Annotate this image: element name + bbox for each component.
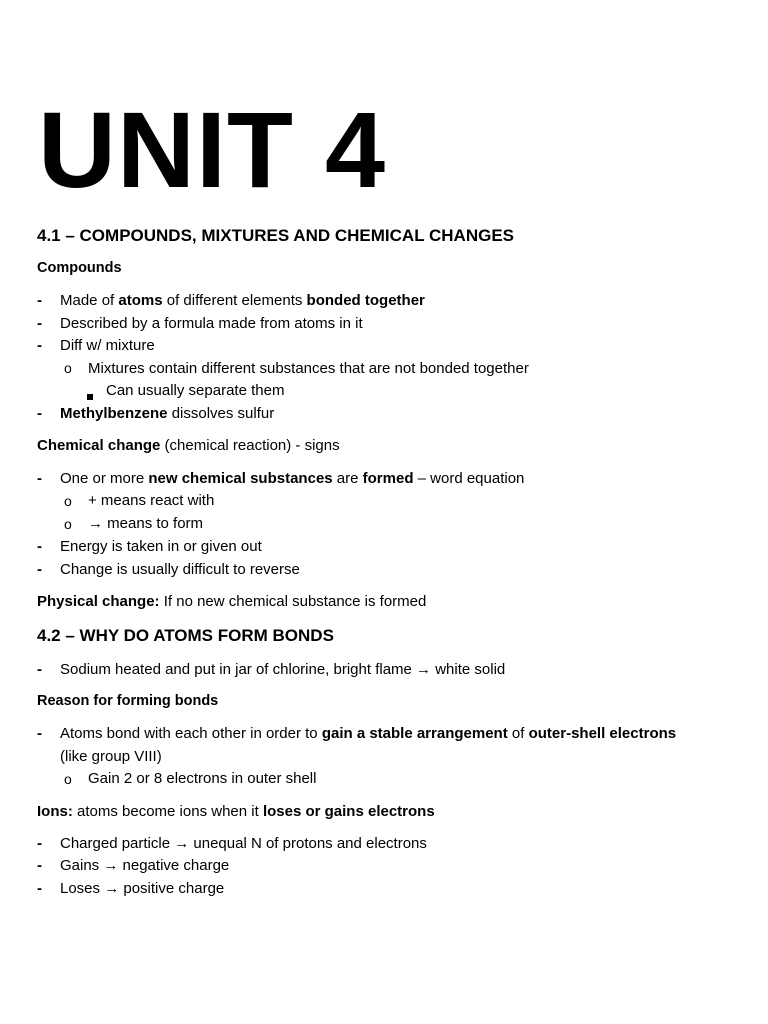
dash-marker: - [37, 725, 42, 742]
section-heading-4-1: 4.1 – COMPOUNDS, MIXTURES AND CHEMICAL CHANGES [37, 226, 514, 245]
physical-change-line: Physical change: If no new chemical substance is formed [37, 593, 427, 610]
list-item: Made of atoms of different elements bonded together [60, 292, 425, 309]
dash-marker: - [37, 470, 42, 487]
list-item: Mixtures contain different substances that are not bonded together [88, 360, 529, 377]
dash-marker: - [37, 661, 42, 678]
list-item: Atoms bond with each other in order to gain a stable arrangement of outer-shell electrons [60, 725, 677, 742]
list-item: + means react with [88, 492, 215, 509]
dash-marker: - [37, 315, 42, 332]
list-item: Gains → negative charge [60, 857, 230, 874]
dash-marker: - [37, 561, 42, 578]
list-item: Diff w/ mixture [60, 337, 155, 354]
dash-marker: - [37, 857, 42, 874]
list-item: One or more new chemical substances are formed – word equation [60, 470, 525, 487]
arrow-icon: → [174, 835, 190, 852]
section-heading-4-2: 4.2 – WHY DO ATOMS FORM BONDS [37, 626, 334, 645]
dash-marker: - [37, 292, 42, 309]
dash-marker: - [37, 538, 42, 555]
unit-title: UNIT 4 [38, 89, 387, 210]
list-item: → means to form [88, 515, 204, 532]
dash-marker: - [37, 405, 42, 422]
arrow-icon: → [88, 515, 103, 532]
list-item: Sodium heated and put in jar of chlorine, bright flame → white solid [60, 661, 506, 678]
list-item: Can usually separate them [106, 382, 285, 399]
list-item: Energy is taken in or given out [60, 538, 262, 555]
list-item: Change is usually difficult to reverse [60, 561, 300, 578]
arrow-icon: → [103, 857, 119, 874]
circle-bullet: o [64, 493, 72, 509]
list-item: Methylbenzene dissolves sulfur [60, 405, 275, 422]
chemical-change-line: Chemical change (chemical reaction) - signs [37, 437, 340, 454]
arrow-icon: → [416, 661, 432, 678]
subheading-compounds: Compounds [37, 260, 122, 276]
list-item: Charged particle → unequal N of protons and electrons [60, 835, 427, 852]
dash-marker: - [37, 880, 42, 897]
dash-marker: - [37, 337, 42, 354]
circle-bullet: o [64, 771, 72, 787]
circle-bullet: o [64, 516, 72, 532]
ions-line: Ions: atoms become ions when it loses or gains electrons [37, 803, 435, 820]
arrow-icon: → [104, 880, 120, 897]
square-bullet-icon [87, 387, 93, 405]
dash-marker: - [37, 835, 42, 852]
subheading-reason: Reason for forming bonds [37, 693, 219, 709]
list-item: Described by a formula made from atoms in it [60, 315, 363, 332]
list-item: Gain 2 or 8 electrons in outer shell [88, 770, 317, 787]
circle-bullet: o [64, 360, 72, 376]
list-item-continuation: (like group VIII) [60, 748, 162, 765]
list-item: Loses → positive charge [60, 880, 225, 897]
